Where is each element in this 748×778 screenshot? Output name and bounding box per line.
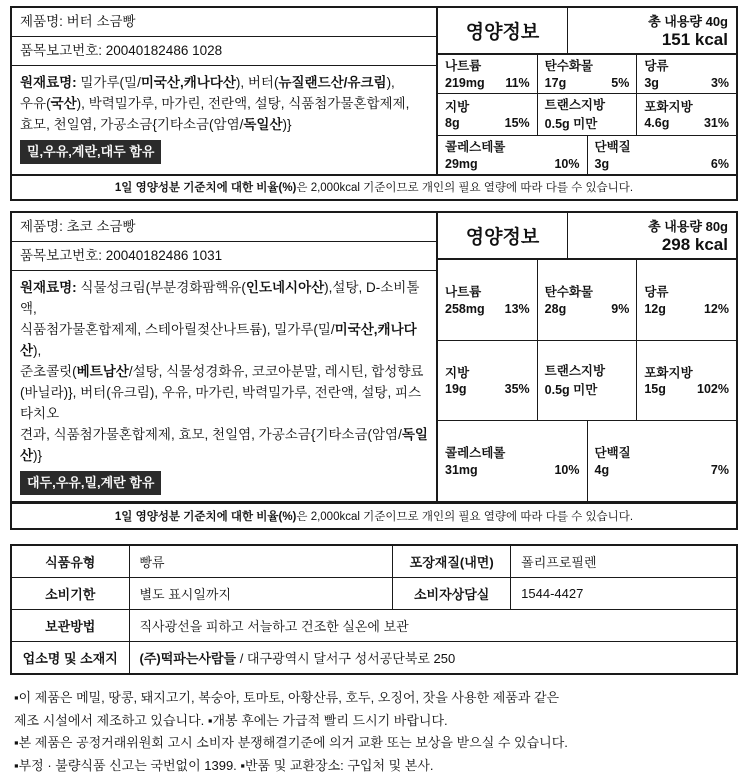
cell-value-food-type: 빵류 (129, 545, 393, 578)
nutrient-protein-1 (588, 136, 737, 174)
ingredients-1 (12, 66, 436, 173)
product-name-1: 제품명: 버터 소금빵 (12, 8, 436, 37)
nutrient-name: 당류 (644, 284, 669, 299)
nutrient-carbs-2 (538, 260, 638, 340)
nutrition-title-1: 영양정보 (438, 8, 568, 53)
nutrient-value: 15g (644, 382, 666, 397)
nutrient-sugars-1 (637, 55, 736, 93)
note-line-4: ▪부정 · 불량식품 신고는 국번없이 1399. ▪반품 및 교환장소: 구입처 및 본사. (14, 758, 434, 773)
nutrient-value: 3g (594, 156, 610, 171)
note-line-2: 제조 시설에서 제조하고 있습니다. ▪개봉 후에는 가급적 빨리 드시기 바랍니다. (14, 712, 448, 728)
footnote-1 (12, 174, 736, 199)
cell-label-expiry: 소비기한 (11, 577, 129, 609)
calories-2: 298 kcal (661, 234, 728, 254)
nutrient-name: 단백질 (594, 140, 631, 155)
nutrient-name: 콜레스테롤 (445, 140, 506, 155)
nutrient-percent: 10% (554, 462, 580, 477)
cell-label-food-type: 식품유형 (11, 545, 129, 578)
nutrient-carbs-1 (538, 55, 638, 93)
ing-1-4: ), (386, 75, 395, 91)
ing-2-12: )} (33, 447, 43, 463)
cell-value-manufacturer (129, 641, 737, 674)
nutrition-amount-2 (568, 213, 736, 258)
nutrition-panel-2 (436, 213, 736, 501)
ing-1-6: 국산 (50, 96, 77, 112)
nutrient-name: 트랜스지방 (544, 97, 606, 112)
nutrient-value: 8g (445, 116, 460, 131)
ing-2-0: 식물성크림(부분경화팜핵유( (80, 280, 246, 296)
nutrient-satfat-2 (637, 341, 736, 421)
note-line-1: ▪이 제품은 메밀, 땅콩, 돼지고기, 복숭아, 토마토, 아황산류, 호두, 오징어, 잣을 사용한 제품과 같은 (14, 689, 560, 705)
ing-2-11: 독일산 (20, 426, 428, 463)
nutrient-sugars-2 (637, 260, 736, 340)
ing-2-2: ),설탕, D-소비톨액, (20, 280, 420, 317)
cell-value-packaging: 폴리프로필렌 (511, 545, 737, 578)
nutrient-value: 0.5g 미만 (544, 383, 598, 398)
nutrient-cholesterol-2 (438, 421, 588, 501)
ing-2-8: /설탕, 식물성경화유, 코코아분말, 레시틴, 합성향료 (128, 364, 424, 379)
nutrient-value: 4g (594, 462, 610, 477)
product-report-number-2: 품목보고번호: 20040182486 1031 (12, 242, 436, 271)
cell-label-consumer-line: 소비자상담실 (393, 577, 511, 609)
table-row (11, 609, 737, 641)
ingredients-2 (12, 271, 436, 500)
cell-label-manufacturer: 업소명 및 소재지 (11, 641, 129, 674)
nutrition-grid-1 (438, 55, 736, 174)
nutrient-percent: 15% (504, 116, 530, 131)
nutrient-percent: 12% (703, 301, 730, 316)
product-report-number-1: 품목보고번호: 20040182486 1028 (12, 37, 436, 66)
nutrient-name: 당류 (644, 59, 669, 73)
nutrition-row (438, 55, 736, 94)
nutrient-value: 29mg (445, 156, 478, 171)
nutrient-value: 3g (644, 75, 659, 90)
ing-2-3: 식품첨가물혼합제제, 스테아릴젖산나트륨), 밀가루(밀/ (20, 322, 335, 338)
nutrient-percent: 10% (554, 156, 580, 171)
ingredients-label-1: 원재료명: (20, 75, 81, 91)
nutrition-row (438, 94, 736, 137)
table-row (11, 545, 737, 578)
cell-value-expiry: 별도 표시일까지 (129, 577, 393, 609)
nutrient-value: 17g (544, 75, 567, 90)
ing-2-10: 견과, 식품첨가물혼합제제, 효모, 천일염, 가공소금{기타소금(암염/ (20, 426, 402, 442)
table-row (11, 577, 737, 609)
footnote-wrap-2 (10, 503, 738, 530)
nutrition-title-2: 영양정보 (438, 213, 568, 258)
nutrient-fat-2 (438, 341, 538, 421)
nutrient-value: 4.6g (644, 116, 670, 131)
calories-1: 151 kcal (661, 30, 728, 49)
nutrient-transfat-1 (538, 94, 638, 136)
nutrient-protein-2 (588, 421, 737, 501)
ing-1-7: ), 박력밀가루, 마가린, 전란액, 설탕, 식품첨가물혼합제제, (76, 96, 410, 112)
ing-1-0: 밀가루(밀/ (80, 75, 141, 91)
nutrient-name: 지방 (445, 99, 470, 114)
nutrition-row (438, 421, 736, 501)
footnote-bold-2: 1일 영양성분 기준치에 대한 비율(%) (114, 510, 297, 523)
ing-2-5: ), (33, 343, 42, 359)
ing-1-5: 우유( (20, 96, 51, 112)
footnote-2 (12, 503, 736, 528)
manufacturer-name: (주)떡파는사람들 (139, 650, 237, 666)
ing-1-1: 미국산,캐나다산 (140, 75, 236, 91)
ing-2-1: 인도네시아산 (245, 280, 325, 296)
nutrient-name: 탄수화물 (544, 284, 593, 299)
total-weight-1: 총 내용량 40g (648, 14, 728, 29)
nutrient-name: 탄수화물 (544, 59, 593, 73)
ing-1-9: 독일산 (243, 117, 283, 133)
nutrient-percent: 6% (710, 156, 729, 171)
ing-2-7: 베트남산 (76, 364, 129, 379)
nutrient-sodium-1 (438, 55, 538, 93)
cell-value-storage: 직사광선을 피하고 서늘하고 건조한 실온에 보관 (129, 609, 737, 641)
product-info-table (10, 544, 738, 675)
nutrient-value: 12g (644, 301, 666, 316)
nutrient-percent: 31% (703, 116, 730, 131)
nutrient-transfat-2 (538, 341, 638, 421)
cell-value-consumer-line: 1544-4427 (511, 577, 737, 609)
nutrient-value: 258mg (445, 301, 485, 316)
ing-2-6: 준초콜릿( (20, 364, 77, 379)
nutrition-header-1 (438, 8, 736, 55)
cell-label-storage: 보관방법 (11, 609, 129, 641)
nutrient-name: 단백질 (594, 446, 631, 461)
nutrition-panel-1 (436, 8, 736, 174)
cell-label-packaging: 포장재질(내면) (393, 545, 511, 578)
manufacturer-address: / 대구광역시 달서구 성서공단북로 250 (236, 650, 456, 666)
footnote-wrap-1 (10, 174, 738, 201)
nutrient-percent: 11% (505, 75, 530, 90)
nutrient-percent: 13% (504, 301, 530, 316)
product-info-1 (12, 8, 436, 174)
footnote-rest-1: 은 2,000kcal 기준이므로 개인의 필요 열량에 따라 다를 수 있습니다. (296, 181, 634, 194)
product-name-2: 제품명: 초코 소금빵 (12, 213, 436, 242)
nutrient-value: 28g (544, 301, 567, 316)
ing-1-3: 뉴질랜드산/유크림 (278, 75, 387, 91)
product-info-2 (12, 213, 436, 501)
nutrient-percent: 5% (611, 75, 630, 90)
ing-1-8: 효모, 천일염, 가공소금{기타소금(암염/ (20, 117, 244, 133)
ing-1-10: )} (282, 117, 292, 133)
footer-notes (10, 687, 738, 778)
nutrient-name: 콜레스테롤 (445, 446, 506, 461)
nutrient-fat-1 (438, 94, 538, 136)
nutrient-name: 나트륨 (445, 284, 482, 299)
nutrient-cholesterol-1 (438, 136, 588, 174)
nutrient-percent: 7% (710, 462, 729, 477)
nutrient-name: 포화지방 (644, 99, 693, 114)
nutrient-name: 나트륨 (445, 59, 482, 73)
allergen-badge-2: 대두,우유,밀,계란 함유 (20, 471, 161, 495)
nutrition-row (438, 136, 736, 174)
nutrient-sodium-2 (438, 260, 538, 340)
allergen-badge-1: 밀,우유,계란,대두 함유 (20, 140, 161, 164)
nutrient-percent: 3% (710, 75, 730, 90)
nutrition-header-2 (438, 213, 736, 260)
total-weight-2: 총 내용량 80g (648, 218, 728, 234)
nutrient-name: 지방 (445, 365, 470, 380)
product-block-2 (10, 211, 738, 503)
nutrient-value: 19g (445, 382, 467, 397)
nutrition-grid-2 (438, 260, 736, 501)
ing-2-9: (바닐라)}, 버터(유크림), 우유, 마가린, 박력밀가루, 전란액, 설탕, 피스타치오 (20, 384, 422, 421)
ing-1-2: ), 버터( (235, 75, 279, 91)
footnote-rest-2: 은 2,000kcal 기준이므로 개인의 필요 열량에 따라 다를 수 있습니다. (296, 510, 634, 523)
nutrient-name: 트랜스지방 (544, 363, 606, 378)
nutrition-amount-1 (568, 8, 736, 53)
nutrient-percent: 9% (611, 301, 630, 316)
product-block-1 (10, 6, 738, 176)
nutrient-satfat-1 (637, 94, 736, 136)
nutrition-row (438, 260, 736, 341)
nutrient-percent: 35% (504, 382, 530, 397)
nutrient-value: 0.5g 미만 (544, 117, 598, 132)
ingredients-label-2: 원재료명: (20, 280, 81, 296)
nutrition-row (438, 341, 736, 422)
footnote-bold-1: 1일 영양성분 기준치에 대한 비율(%) (114, 181, 297, 194)
note-line-3: ▪본 제품은 공정거래위원회 고시 소비자 분쟁해결기준에 의거 교환 또는 보상을 받으실 수 있습니다. (14, 735, 568, 751)
ing-2-4: 미국산,캐나다산 (20, 322, 417, 359)
nutrient-value: 219mg (445, 75, 485, 90)
nutrient-name: 포화지방 (644, 365, 693, 380)
nutrient-value: 31mg (445, 462, 478, 477)
table-row (11, 641, 737, 674)
nutrient-percent: 102% (697, 382, 730, 397)
